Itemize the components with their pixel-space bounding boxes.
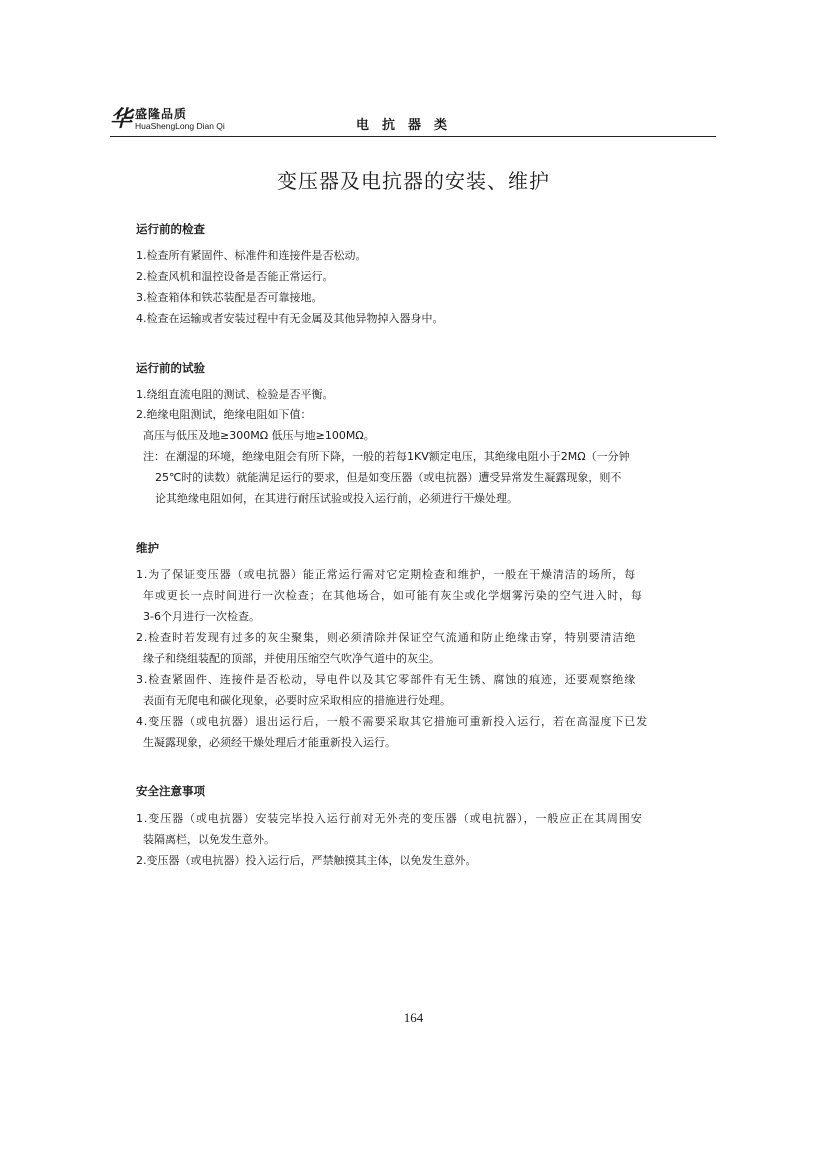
note-line: 25℃时的读数）就能满足运行的要求，但是如变压器（或电抗器）遭受异常发生凝露现象，则不 [155, 471, 622, 484]
header-rule [110, 136, 716, 137]
category-label: 电抗器类 [356, 118, 461, 133]
section-heading-pre-operation-check: 运行前的检查 [136, 222, 205, 236]
list-item-continuation: 生凝露现象，必须经干燥处理后才能重新投入运行。 [143, 736, 396, 749]
insulation-values: 高压与低压及地≥300MΩ 低压与地≥100MΩ。 [143, 429, 375, 442]
list-item-continuation: 装隔离栏，以免发生意外。 [143, 833, 275, 846]
logo-mark: 华 [110, 106, 133, 132]
section-heading-safety-notes: 安全注意事项 [136, 784, 205, 798]
list-item-continuation: 3-6个月进行一次检查。 [143, 610, 260, 623]
list-item: 4.变压器（或电抗器）退出运行后，一般不需要采取其它措施可重新投入运行，若在高湿度下已发 [136, 715, 649, 728]
list-item-continuation: 年或更长一点时间进行一次检查；在其他场合，如可能有灰尘或化学烟雾污染的空气进入时，每 [143, 589, 643, 602]
note-line: 注：在潮湿的环境，绝缘电阻会有所下降，一般的若每1KV额定电压，其绝缘电阻小于2MΩ（一分钟 [143, 450, 630, 463]
page-title: 变压器及电抗器的安装、维护 [277, 169, 550, 193]
note-line: 论其绝缘电阻如何，在其进行耐压试验或投入运行前，必须进行干燥处理。 [155, 492, 518, 505]
list-item-continuation: 表面有无爬电和碳化现象，必要时应采取相应的措施进行处理。 [143, 694, 451, 707]
page-header [110, 108, 716, 138]
logo-english-name: HuaShengLong Dian Qi [135, 121, 225, 131]
list-item: 2.绝缘电阻测试，绝缘电阻如下值： [136, 408, 312, 421]
list-item: 1.检查所有紧固件、标准件和连接件是否松动。 [136, 249, 367, 262]
page-number: 164 [403, 1010, 424, 1025]
list-item: 3.检查箱体和铁芯装配是否可靠接地。 [136, 291, 323, 304]
list-item: 3.检查紧固件、连接件是否松动，导电件以及其它零部件有无生锈、腐蚀的痕迹，还要观察绝缘 [136, 673, 637, 686]
section-heading-pre-operation-test: 运行前的试验 [136, 361, 205, 375]
brand-logo [110, 108, 225, 131]
list-item: 1.变压器（或电抗器）安装完毕投入运行前对无外壳的变压器（或电抗器），一般应正在其周围安 [136, 812, 643, 825]
logo-chinese-name: 盛隆品质 [135, 107, 188, 121]
list-item: 1.绕组直流电阻的测试、检验是否平衡。 [136, 388, 334, 401]
list-item: 2.检查风机和温控设备是否能正常运行。 [136, 270, 334, 283]
list-item-continuation: 缘子和绕组装配的顶部，并使用压缩空气吹净气道中的灰尘。 [143, 652, 440, 665]
list-item: 4.检查在运输或者安装过程中有无金属及其他异物掉入器身中。 [136, 312, 444, 325]
list-item: 1.为了保证变压器（或电抗器）能正常运行需对它定期检查和维护，一般在干燥清洁的场所，每 [136, 568, 637, 581]
section-heading-maintenance: 维护 [136, 541, 159, 555]
list-item: 2.检查时若发现有过多的灰尘聚集，则必须清除并保证空气流通和防止绝缘击穿，特别要清洁绝 [136, 631, 637, 644]
list-item: 2.变压器（或电抗器）投入运行后，严禁触摸其主体，以免发生意外。 [136, 854, 477, 867]
